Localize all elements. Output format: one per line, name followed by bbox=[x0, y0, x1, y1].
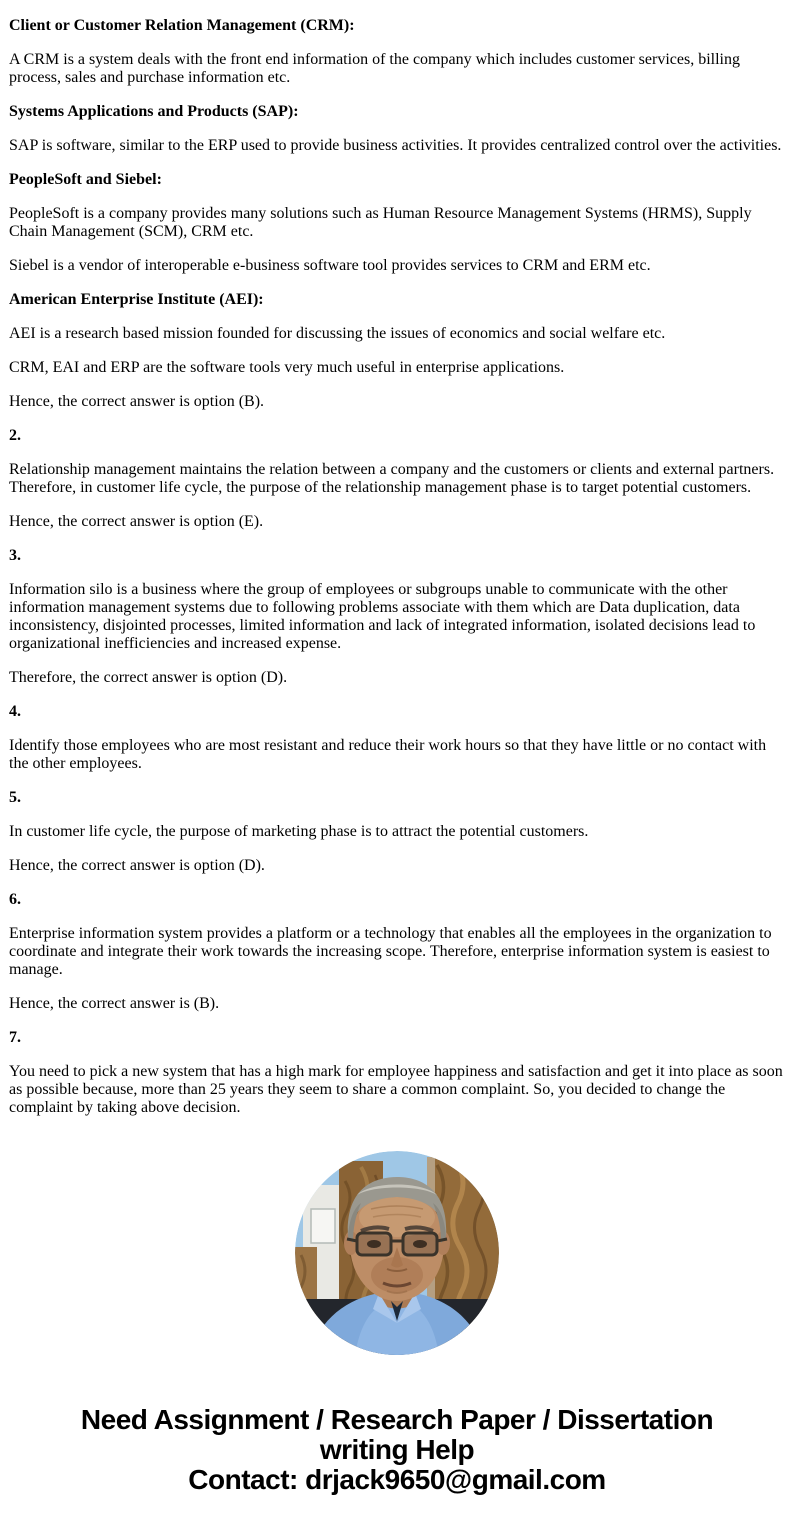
question-number-2: 2. bbox=[9, 427, 21, 444]
paragraph: Siebel is a vendor of interoperable e-business software tool provides services to CRM and ERM etc. bbox=[9, 257, 651, 274]
answer-line: Hence, the correct answer is option (E). bbox=[9, 513, 264, 530]
paragraph: CRM, EAI and ERP are the software tools very much useful in enterprise applications. bbox=[9, 359, 565, 376]
section-heading-peoplesoft-siebel: PeopleSoft and Siebel: bbox=[9, 171, 162, 188]
paragraph: Enterprise information system provides a platform or a technology that enables all the employees in the organization to coordinate and integrate their work towards the increasing scope. Therefore, enterprise information system is easiest to manage. bbox=[9, 925, 772, 978]
tutor-avatar bbox=[295, 1151, 499, 1355]
answer-line: Hence, the correct answer is option (D). bbox=[9, 857, 265, 874]
question-number-5: 5. bbox=[9, 789, 21, 806]
section-heading-aei: American Enterprise Institute (AEI): bbox=[9, 291, 264, 308]
question-number-3: 3. bbox=[9, 547, 21, 564]
paragraph: SAP is software, similar to the ERP used to provide business activities. It provides centralized control over the activities. bbox=[9, 137, 782, 154]
paragraph: AEI is a research based mission founded for discussing the issues of economics and social welfare etc. bbox=[9, 325, 666, 342]
paragraph: PeopleSoft is a company provides many solutions such as Human Resource Management Systems (HRMS), Supply Chain Management (SCM), CRM etc. bbox=[9, 205, 752, 240]
section-heading-crm: Client or Customer Relation Management (CRM): bbox=[9, 17, 355, 34]
question-number-6: 6. bbox=[9, 891, 21, 908]
promo-line-1: Need Assignment / Research Paper / Dissertation bbox=[80, 1404, 714, 1435]
paragraph: Information silo is a business where the group of employees or subgroups unable to communicate with the other information management systems due to following problems associate with them which are Data duplication, data inconsistency, disjointed processes, limited information and lack of integrated information, isolated decisions lead to organizational inefficiencies and increased expense. bbox=[9, 581, 756, 652]
contact-email-line: Contact: drjack9650@gmail.com bbox=[188, 1464, 606, 1495]
answer-line: Hence, the correct answer is (B). bbox=[9, 995, 220, 1012]
paragraph: In customer life cycle, the purpose of marketing phase is to attract the potential customers. bbox=[9, 823, 589, 840]
question-number-7: 7. bbox=[9, 1029, 21, 1046]
paragraph: You need to pick a new system that has a high mark for employee happiness and satisfaction and get it into place as soon as possible because, more than 25 years they seem to share a common complaint. So, you decided to change the complaint by taking above decision. bbox=[9, 1063, 783, 1116]
promo-footer bbox=[0, 1405, 794, 1495]
paragraph: Relationship management maintains the relation between a company and the customers or clients and external partners. Therefore, in customer life cycle, the purpose of the relationship management phase is to target potential customers. bbox=[9, 461, 775, 496]
answer-line: Hence, the correct answer is option (B). bbox=[9, 393, 265, 410]
answer-line: Therefore, the correct answer is option (D). bbox=[9, 669, 288, 686]
promo-line-2: writing Help bbox=[319, 1434, 475, 1465]
paragraph: A CRM is a system deals with the front end information of the company which includes customer services, billing process, sales and purchase information etc. bbox=[9, 51, 740, 86]
section-heading-sap: Systems Applications and Products (SAP): bbox=[9, 103, 299, 120]
paragraph: Identify those employees who are most resistant and reduce their work hours so that they have little or no contact with the other employees. bbox=[9, 737, 767, 772]
tutor-portrait-illustration bbox=[295, 1151, 499, 1355]
question-number-4: 4. bbox=[9, 703, 21, 720]
